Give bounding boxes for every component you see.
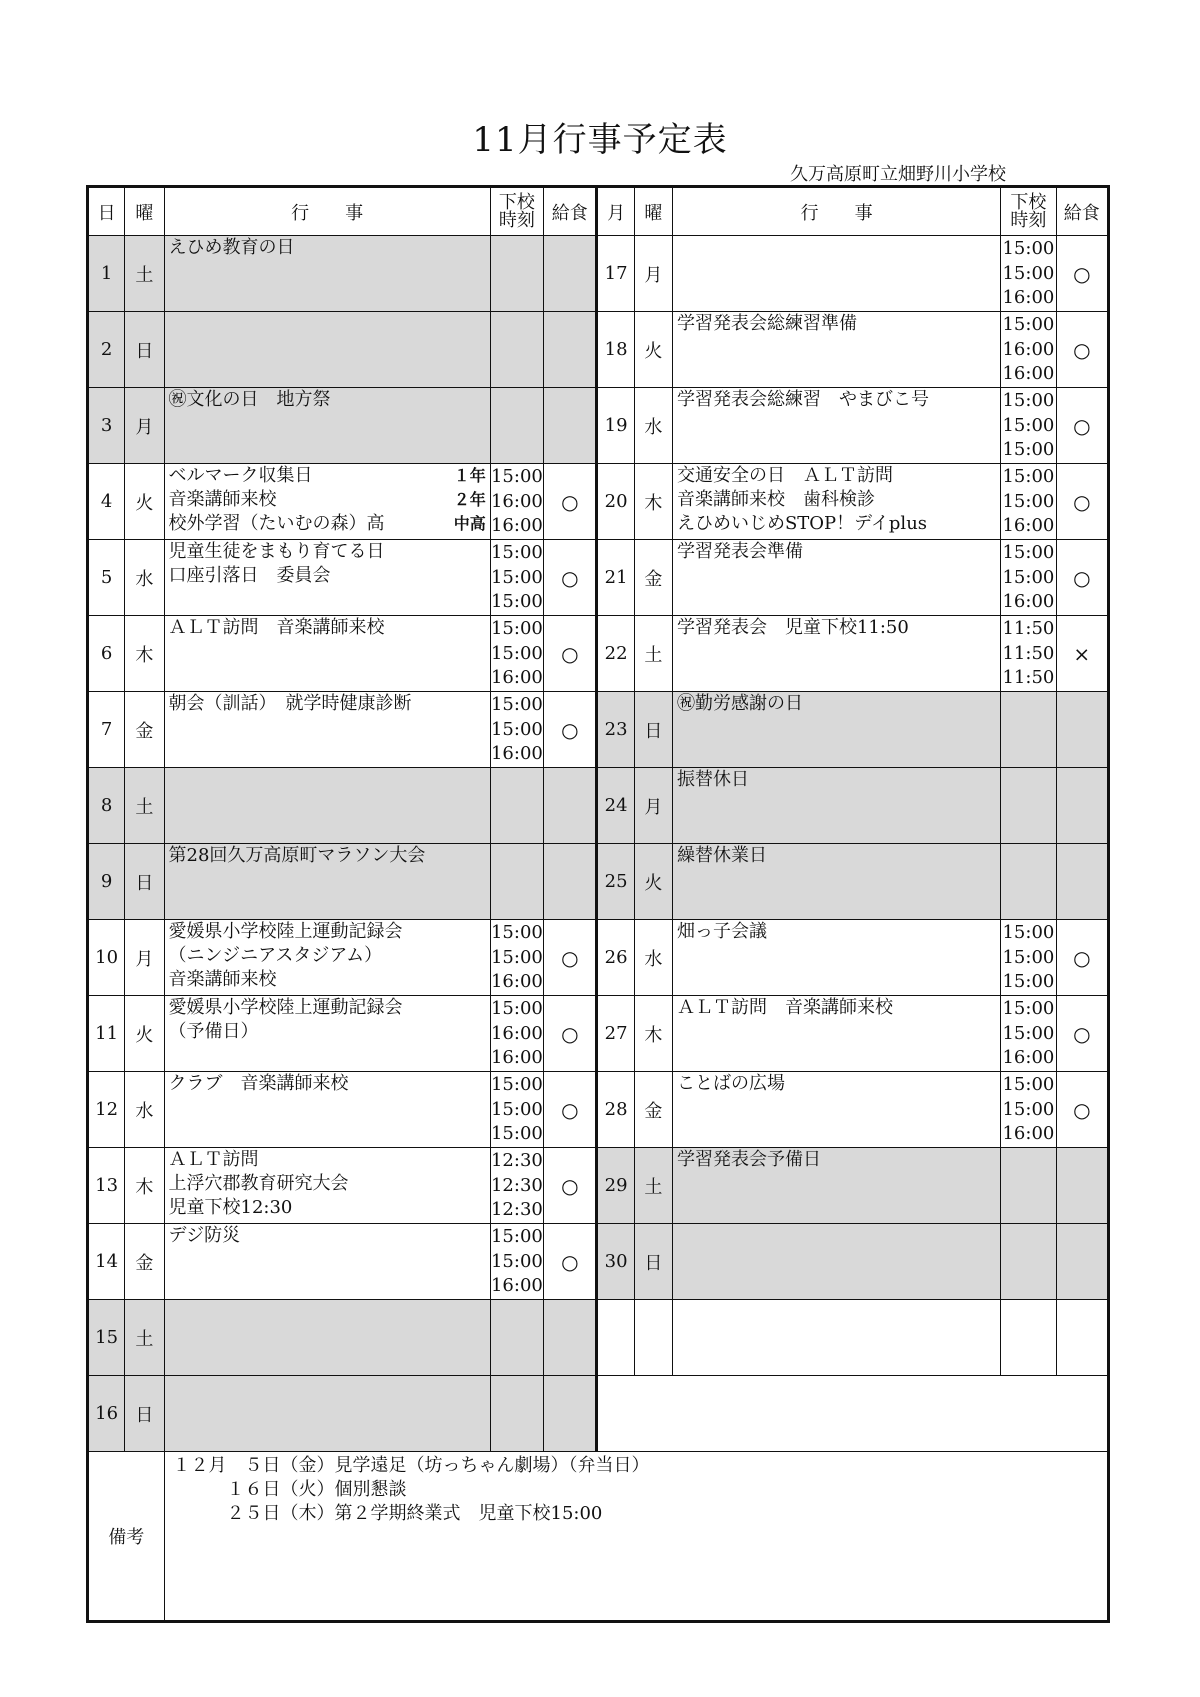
day-cell: 10 — [88, 920, 125, 996]
dismissal-time-cell — [1001, 540, 1056, 616]
weekday-cell: 日 — [125, 312, 164, 388]
day-cell: 30 — [597, 1224, 634, 1300]
event-line: ＡＬＴ訪問 — [168, 1149, 259, 1170]
dismissal-time: 16:00 — [490, 1047, 543, 1068]
event-line: 校外学習（たいむの森）高 — [168, 513, 385, 534]
event-line: 交通安全の日 ＡＬＴ訪問 — [676, 465, 893, 486]
dismissal-time: 15:00 — [1002, 490, 1055, 512]
lunch-cell: ○ — [544, 996, 597, 1072]
dismissal-time-cell — [1001, 388, 1056, 464]
dismissal-time-cell — [1001, 768, 1056, 844]
dismissal-time-cell — [1001, 312, 1056, 388]
schedule-row — [88, 920, 1109, 996]
event-line: 音楽講師来校 歯科検診 — [676, 489, 875, 510]
day-cell: 7 — [88, 692, 125, 768]
day-cell: 21 — [597, 540, 634, 616]
event-cell — [672, 388, 1000, 464]
schedule-row — [88, 540, 1109, 616]
dismissal-time: 15:00 — [1002, 466, 1055, 487]
remarks-row — [88, 1452, 1109, 1622]
dismissal-time-cell — [1001, 1300, 1056, 1376]
lunch-cell: ○ — [544, 920, 597, 996]
schedule-row — [88, 312, 1109, 388]
lunch-cell — [1056, 1300, 1108, 1376]
weekday-cell: 水 — [125, 540, 164, 616]
event-line: ㊗勤労感謝の日 — [676, 693, 803, 714]
schedule-row — [88, 1224, 1109, 1300]
schedule-table — [86, 185, 1110, 1623]
day-cell: 27 — [597, 996, 634, 1072]
weekday-cell: 木 — [634, 464, 672, 540]
weekday-cell: 日 — [634, 1224, 672, 1300]
dismissal-time: 16:00 — [490, 490, 543, 512]
header-day: 日 — [88, 187, 125, 236]
event-cell — [672, 844, 1000, 920]
weekday-cell: 土 — [125, 768, 164, 844]
dismissal-time-cell — [490, 1224, 543, 1300]
dismissal-time: 16:00 — [1002, 338, 1055, 360]
header-row — [88, 187, 1109, 236]
event-line: えひめいじめSTOP！デイplus — [676, 513, 928, 534]
weekday-cell: 火 — [634, 844, 672, 920]
dismissal-time-cell — [1001, 996, 1056, 1072]
dismissal-time-cell — [490, 540, 543, 616]
dismissal-time-cell — [490, 1148, 543, 1224]
day-cell: 16 — [88, 1376, 125, 1452]
event-cell — [672, 996, 1000, 1072]
day-cell: 3 — [88, 388, 125, 464]
event-cell — [164, 692, 490, 768]
dismissal-time: 15:00 — [490, 642, 543, 664]
day-cell: 26 — [597, 920, 634, 996]
dismissal-time: 15:00 — [1002, 971, 1055, 992]
event-line: クラブ 音楽講師来校 — [168, 1073, 349, 1094]
grade-mark: ２年 — [453, 490, 486, 509]
event-cell — [672, 768, 1000, 844]
lunch-cell: ○ — [544, 1224, 597, 1300]
dismissal-time: 15:00 — [490, 1074, 543, 1095]
lunch-cell: ○ — [544, 1072, 597, 1148]
dismissal-time-cell — [1001, 844, 1056, 920]
event-line: 繰替休業日 — [676, 845, 767, 866]
dismissal-time: 12:30 — [490, 1199, 543, 1220]
event-cell — [672, 692, 1000, 768]
event-cell — [672, 540, 1000, 616]
dismissal-time: 16:00 — [1002, 287, 1055, 308]
schedule-row — [88, 996, 1109, 1072]
event-line: 口座引落日 委員会 — [168, 565, 331, 586]
header-event: 行 事 — [164, 187, 490, 236]
weekday-cell: 土 — [634, 616, 672, 692]
weekday-cell: 火 — [125, 996, 164, 1072]
weekday-cell: 金 — [125, 1224, 164, 1300]
lunch-cell — [1056, 692, 1108, 768]
event-cell — [164, 768, 490, 844]
dismissal-time-cell — [490, 692, 543, 768]
day-cell: 25 — [597, 844, 634, 920]
day-cell: 8 — [88, 768, 125, 844]
dismissal-time: 15:00 — [490, 466, 543, 487]
remarks-line: ２５日（木）第２学期終業式 児童下校15:00 — [172, 1503, 603, 1524]
day-cell: 17 — [597, 236, 634, 312]
day-cell: 28 — [597, 1072, 634, 1148]
weekday-cell: 土 — [125, 1300, 164, 1376]
dismissal-time-cell — [490, 616, 543, 692]
weekday-cell: 水 — [125, 1072, 164, 1148]
event-line: ＡＬＴ訪問 音楽講師来校 — [168, 617, 385, 638]
dismissal-time: 16:00 — [1002, 1047, 1055, 1068]
weekday-cell: 月 — [634, 236, 672, 312]
dismissal-time: 15:00 — [1002, 238, 1055, 259]
dismissal-time-cell — [490, 464, 543, 540]
event-line: 畑っ子会議 — [676, 921, 767, 942]
dismissal-time: 15:00 — [1002, 314, 1055, 335]
event-cell — [164, 464, 490, 540]
lunch-cell: ○ — [1056, 920, 1108, 996]
day-cell: 13 — [88, 1148, 125, 1224]
event-cell — [164, 1148, 490, 1224]
lunch-cell — [544, 236, 597, 312]
weekday-cell: 日 — [634, 692, 672, 768]
lunch-cell: ○ — [1056, 540, 1108, 616]
header-lunch: 給食 — [544, 187, 597, 236]
lunch-cell: ○ — [544, 616, 597, 692]
dismissal-time: 15:00 — [490, 946, 543, 968]
dismissal-time-cell — [490, 1376, 543, 1452]
lunch-cell — [544, 388, 597, 464]
weekday-cell: 月 — [125, 388, 164, 464]
weekday-cell: 日 — [125, 1376, 164, 1452]
event-cell — [164, 844, 490, 920]
schedule-row — [88, 844, 1109, 920]
lunch-cell: × — [1056, 616, 1108, 692]
dismissal-time-cell — [490, 844, 543, 920]
weekday-cell: 木 — [125, 616, 164, 692]
dismissal-time: 16:00 — [1002, 515, 1055, 536]
grade-mark: 中高 — [453, 514, 486, 533]
lunch-cell — [544, 844, 597, 920]
header-lunch-right: 給食 — [1056, 187, 1108, 236]
lunch-cell: ○ — [544, 464, 597, 540]
event-cell — [164, 1300, 490, 1376]
dismissal-time-cell — [490, 1072, 543, 1148]
dismissal-time: 15:00 — [1002, 262, 1055, 284]
event-line: 音楽講師来校 — [168, 969, 277, 990]
dismissal-time: 15:00 — [1002, 1074, 1055, 1095]
event-cell — [164, 996, 490, 1072]
day-cell: 6 — [88, 616, 125, 692]
dismissal-time: 15:00 — [1002, 998, 1055, 1019]
dismissal-time: 15:00 — [1002, 542, 1055, 563]
event-cell — [672, 616, 1000, 692]
dismissal-time: 15:00 — [1002, 1098, 1055, 1120]
day-cell: 12 — [88, 1072, 125, 1148]
dismissal-time-cell — [490, 1300, 543, 1376]
weekday-cell: 水 — [634, 920, 672, 996]
dismissal-time: 15:00 — [1002, 946, 1055, 968]
event-cell — [164, 1224, 490, 1300]
event-line: 学習発表会 児童下校11:50 — [676, 617, 909, 638]
event-cell — [164, 1376, 490, 1452]
lunch-cell: ○ — [1056, 1072, 1108, 1148]
schedule-row — [88, 768, 1109, 844]
day-cell: 5 — [88, 540, 125, 616]
dismissal-time-cell — [490, 236, 543, 312]
dismissal-time: 16:00 — [490, 1275, 543, 1296]
dismissal-time-cell — [1001, 236, 1056, 312]
dismissal-time-cell — [1001, 464, 1056, 540]
event-cell — [672, 1300, 1000, 1376]
lunch-cell — [1056, 844, 1108, 920]
schedule-row — [88, 388, 1109, 464]
day-cell — [597, 1300, 634, 1376]
day-cell: 11 — [88, 996, 125, 1072]
weekday-cell: 木 — [125, 1148, 164, 1224]
header-dismissal-right: 下校 時刻 — [1001, 187, 1056, 236]
dismissal-time: 15:00 — [1002, 414, 1055, 436]
dismissal-time-cell — [1001, 1148, 1056, 1224]
dismissal-time: 16:00 — [1002, 1123, 1055, 1144]
event-line: 振替休日 — [676, 769, 749, 790]
lunch-cell: ○ — [1056, 464, 1108, 540]
dismissal-time: 12:30 — [490, 1174, 543, 1196]
event-cell — [164, 920, 490, 996]
event-line: 朝会（訓話） 就学時健康診断 — [168, 693, 412, 714]
lunch-cell: ○ — [1056, 312, 1108, 388]
event-line: 第28回久万高原町マラソン大会 — [168, 845, 426, 866]
day-cell: 14 — [88, 1224, 125, 1300]
day-cell: 9 — [88, 844, 125, 920]
weekday-cell: 金 — [634, 1072, 672, 1148]
day-cell: 29 — [597, 1148, 634, 1224]
event-line: 上浮穴郡教育研究大会 — [168, 1173, 349, 1194]
event-line: ㊗文化の日 地方祭 — [168, 389, 331, 410]
lunch-cell — [1056, 1148, 1108, 1224]
schedule-row — [88, 616, 1109, 692]
lunch-cell — [1056, 1224, 1108, 1300]
lunch-cell: ○ — [1056, 388, 1108, 464]
schedule-row — [88, 1376, 1109, 1452]
day-cell: 19 — [597, 388, 634, 464]
weekday-cell: 日 — [125, 844, 164, 920]
school-name: 久万高原町立畑野川小学校 — [790, 164, 1006, 185]
weekday-cell: 月 — [125, 920, 164, 996]
event-line: ことばの広場 — [676, 1073, 785, 1094]
day-cell: 15 — [88, 1300, 125, 1376]
dismissal-time: 15:00 — [490, 542, 543, 563]
lunch-cell: ○ — [544, 692, 597, 768]
event-cell — [164, 388, 490, 464]
schedule-row — [88, 236, 1109, 312]
dismissal-time-cell — [490, 920, 543, 996]
dismissal-time-cell — [490, 996, 543, 1072]
weekday-cell: 金 — [125, 692, 164, 768]
header-month: 月 — [597, 187, 634, 236]
remarks-label: 備考 — [88, 1452, 165, 1622]
day-cell: 4 — [88, 464, 125, 540]
dismissal-time: 15:00 — [1002, 922, 1055, 943]
lunch-cell: ○ — [544, 1148, 597, 1224]
header-weekday-right: 曜 — [634, 187, 672, 236]
remarks-line: １６日（火）個別懇談 — [172, 1479, 407, 1500]
dismissal-time-cell — [1001, 1224, 1056, 1300]
dismissal-time: 16:00 — [1002, 591, 1055, 612]
day-cell: 23 — [597, 692, 634, 768]
dismissal-time: 15:00 — [490, 1123, 543, 1144]
event-cell — [672, 236, 1000, 312]
weekday-cell: 土 — [125, 236, 164, 312]
dismissal-time-cell — [1001, 692, 1056, 768]
dismissal-time: 11:50 — [1002, 642, 1055, 664]
schedule-row — [88, 464, 1109, 540]
weekday-cell: 月 — [634, 768, 672, 844]
lunch-cell — [544, 768, 597, 844]
lunch-cell — [544, 312, 597, 388]
event-line: 愛媛県小学校陸上運動記録会 — [168, 997, 403, 1018]
weekday-cell: 木 — [634, 996, 672, 1072]
dismissal-time: 11:50 — [1002, 667, 1055, 688]
schedule-row — [88, 1072, 1109, 1148]
event-cell — [164, 1072, 490, 1148]
dismissal-time: 15:00 — [1002, 390, 1055, 411]
empty-cell — [597, 1376, 1109, 1452]
event-line: （ニンジニアスタジアム） — [168, 945, 383, 966]
dismissal-time: 16:00 — [1002, 363, 1055, 384]
event-cell — [672, 920, 1000, 996]
dismissal-time: 15:00 — [490, 998, 543, 1019]
dismissal-time-cell — [490, 388, 543, 464]
dismissal-time-cell — [1001, 920, 1056, 996]
dismissal-time: 15:00 — [1002, 439, 1055, 460]
weekday-cell: 水 — [634, 388, 672, 464]
dismissal-time: 16:00 — [490, 971, 543, 992]
weekday-cell: 火 — [125, 464, 164, 540]
event-line: ＡＬＴ訪問 音楽講師来校 — [676, 997, 893, 1018]
header-event-right: 行 事 — [672, 187, 1000, 236]
lunch-cell — [544, 1376, 597, 1452]
remarks-body — [164, 1452, 1108, 1622]
dismissal-time: 12:30 — [490, 1150, 543, 1171]
grade-mark: １年 — [453, 466, 486, 485]
dismissal-time: 15:00 — [490, 694, 543, 715]
day-cell: 1 — [88, 236, 125, 312]
event-cell — [672, 1148, 1000, 1224]
event-line: 学習発表会準備 — [676, 541, 803, 562]
dismissal-time: 15:00 — [490, 566, 543, 588]
event-cell — [164, 236, 490, 312]
lunch-cell — [544, 1300, 597, 1376]
dismissal-time: 15:00 — [490, 618, 543, 639]
schedule-row — [88, 692, 1109, 768]
event-cell — [672, 464, 1000, 540]
schedule-row — [88, 1148, 1109, 1224]
dismissal-time: 15:00 — [1002, 1022, 1055, 1044]
event-cell — [672, 1072, 1000, 1148]
event-line: 愛媛県小学校陸上運動記録会 — [168, 921, 403, 942]
lunch-cell: ○ — [544, 540, 597, 616]
dismissal-time: 15:00 — [490, 718, 543, 740]
event-line: 学習発表会予備日 — [676, 1149, 821, 1170]
event-line: えひめ教育の日 — [168, 237, 295, 258]
day-cell: 24 — [597, 768, 634, 844]
dismissal-time: 16:00 — [490, 743, 543, 764]
event-cell — [672, 1224, 1000, 1300]
event-cell — [164, 312, 490, 388]
day-cell: 22 — [597, 616, 634, 692]
dismissal-time-cell — [1001, 1072, 1056, 1148]
schedule-row — [88, 1300, 1109, 1376]
dismissal-time: 15:00 — [490, 1098, 543, 1120]
dismissal-time: 15:00 — [1002, 566, 1055, 588]
page-title: 11月行事予定表 — [472, 120, 728, 160]
weekday-cell: 金 — [634, 540, 672, 616]
event-line: デジ防災 — [168, 1225, 241, 1246]
day-cell: 2 — [88, 312, 125, 388]
dismissal-time-cell — [490, 312, 543, 388]
lunch-cell: ○ — [1056, 236, 1108, 312]
header-weekday: 曜 — [125, 187, 164, 236]
event-line: 音楽講師来校 — [168, 489, 277, 510]
dismissal-time: 15:00 — [490, 591, 543, 612]
dismissal-time: 15:00 — [490, 922, 543, 943]
lunch-cell: ○ — [1056, 996, 1108, 1072]
dismissal-time: 15:00 — [490, 1250, 543, 1272]
remarks-line: １２月 ５日（金）見学遠足（坊っちゃん劇場）（弁当日） — [172, 1455, 650, 1476]
event-line: 学習発表会総練習準備 — [676, 313, 857, 334]
event-cell — [672, 312, 1000, 388]
event-cell — [164, 540, 490, 616]
header-dismissal: 下校 時刻 — [490, 187, 543, 236]
event-line: 児童下校12:30 — [168, 1197, 293, 1218]
dismissal-time: 11:50 — [1002, 618, 1055, 639]
dismissal-time: 16:00 — [490, 667, 543, 688]
event-cell — [164, 616, 490, 692]
dismissal-time: 16:00 — [490, 1022, 543, 1044]
weekday-cell — [634, 1300, 672, 1376]
event-line: 学習発表会総練習 やまびこ号 — [676, 389, 929, 410]
event-line: 児童生徒をまもり育てる日 — [168, 541, 385, 562]
dismissal-time-cell — [1001, 616, 1056, 692]
dismissal-time-cell — [490, 768, 543, 844]
day-cell: 18 — [597, 312, 634, 388]
lunch-cell — [1056, 768, 1108, 844]
weekday-cell: 土 — [634, 1148, 672, 1224]
event-line: ベルマーク収集日 — [168, 465, 313, 486]
day-cell: 20 — [597, 464, 634, 540]
weekday-cell: 火 — [634, 312, 672, 388]
dismissal-time: 16:00 — [490, 515, 543, 536]
dismissal-time: 15:00 — [490, 1226, 543, 1247]
event-line: （予備日） — [168, 1021, 259, 1042]
